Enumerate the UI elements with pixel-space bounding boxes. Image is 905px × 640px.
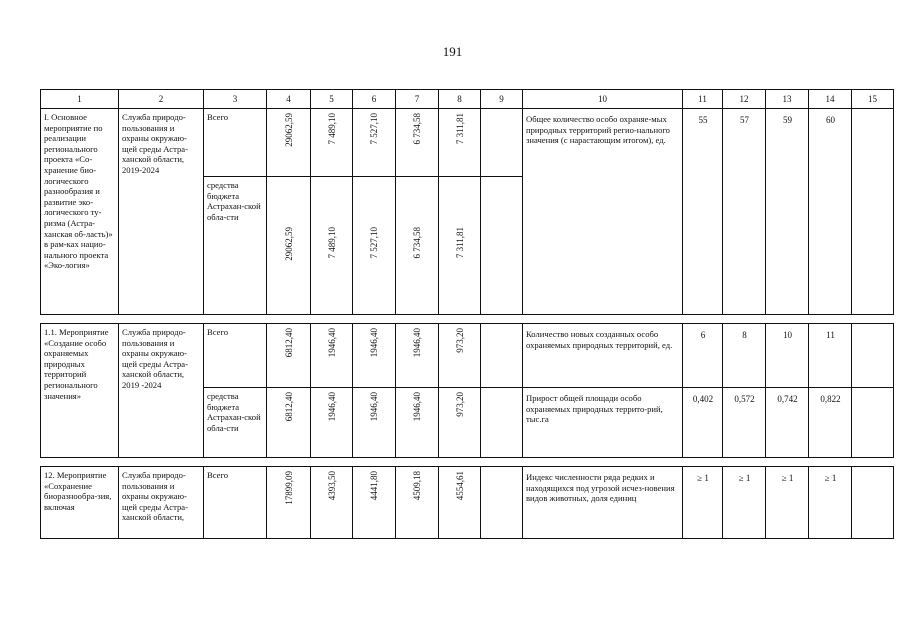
amount-cell: 4509,18 xyxy=(396,467,439,539)
activity-name: 1.1. Мероприятие «Создание особо охраняемых природных территорий регионального значения» xyxy=(41,324,119,458)
amount-cell: 4393,50 xyxy=(311,467,353,539)
indicator-value: ≥ 1 xyxy=(683,467,723,539)
amount-cell: 29062,59 xyxy=(267,177,311,315)
amount-cell: 4441,80 xyxy=(353,467,396,539)
amount-cell: 6812,40 xyxy=(267,324,311,388)
amount-cell: 7 311,81 xyxy=(439,109,481,177)
indicator-value xyxy=(852,109,894,315)
amount-cell: 4554,61 xyxy=(439,467,481,539)
indicator-name: Общее количество особо охраняе-мых природных территорий регио-нального значения (с нарастающим итогом), ед. xyxy=(523,109,683,315)
executor-cell: Служба природо-пользования и охраны окружаю-щей среды Астра-ханской области, 2019-2024 xyxy=(119,109,204,315)
program-table xyxy=(40,89,894,539)
column-number: 13 xyxy=(766,90,809,109)
indicator-value: ≥ 1 xyxy=(809,467,852,539)
funding-source: средства бюджета Астрахан-ской обла-сти xyxy=(204,177,267,315)
column-number-row xyxy=(41,90,894,109)
table-row xyxy=(41,467,894,539)
activity-name: 12. Мероприятие «Сохранение биоразнообра-зия, включая xyxy=(41,467,119,539)
column-number: 14 xyxy=(809,90,852,109)
activity-name: I. Основное мероприятие по реализации регионального проекта «Со-хранение био-логического разнообразия и развитие эко-логического ту-ризма (Астра-ханская об-ласть)» в рам-ках нацио-нального проекта «Эко-логия» xyxy=(41,109,119,315)
indicator-value: 11 xyxy=(809,324,852,388)
column-number: 9 xyxy=(481,90,523,109)
amount-cell: 1946,40 xyxy=(396,388,439,458)
funding-source: Всего xyxy=(204,467,267,539)
indicator-value: 8 xyxy=(723,324,766,388)
amount-cell: 1946,40 xyxy=(353,388,396,458)
amount-cell: 7 527,10 xyxy=(353,109,396,177)
executor-cell: Служба природо-пользования и охраны окружаю-щей среды Астра-ханской области, xyxy=(119,467,204,539)
indicator-value: ≥ 1 xyxy=(723,467,766,539)
indicator-value: 60 xyxy=(809,109,852,315)
column-number: 15 xyxy=(852,90,894,109)
indicator-value xyxy=(852,324,894,388)
indicator-value: 59 xyxy=(766,109,809,315)
amount-cell xyxy=(481,109,523,177)
column-number: 2 xyxy=(119,90,204,109)
table-row xyxy=(41,109,894,177)
executor-cell: Служба природо-пользования и охраны окружаю-щей среды Астра-ханской области, 2019 -2024 xyxy=(119,324,204,458)
column-number: 10 xyxy=(523,90,683,109)
amount-cell: 973,20 xyxy=(439,324,481,388)
column-number: 4 xyxy=(267,90,311,109)
block-gap xyxy=(41,315,894,324)
indicator-value: 0,572 xyxy=(723,388,766,458)
funding-source: средства бюджета Астрахан-ской обла-сти xyxy=(204,388,267,458)
amount-cell: 7 489,10 xyxy=(311,177,353,315)
indicator-value: 0,822 xyxy=(809,388,852,458)
amount-cell: 6 734,58 xyxy=(396,177,439,315)
indicator-value xyxy=(852,467,894,539)
indicator-value: 10 xyxy=(766,324,809,388)
amount-cell: 6812,40 xyxy=(267,388,311,458)
indicator-name: Количество новых созданных особо охраняемых природных территорий, ед. xyxy=(523,324,683,388)
amount-cell xyxy=(481,388,523,458)
amount-cell: 7 527,10 xyxy=(353,177,396,315)
indicator-value xyxy=(852,388,894,458)
indicator-value: 55 xyxy=(683,109,723,315)
column-number: 12 xyxy=(723,90,766,109)
amount-cell: 1946,40 xyxy=(353,324,396,388)
amount-cell: 6 734,58 xyxy=(396,109,439,177)
column-number: 3 xyxy=(204,90,267,109)
column-number: 11 xyxy=(683,90,723,109)
indicator-value: ≥ 1 xyxy=(766,467,809,539)
amount-cell: 1946,40 xyxy=(311,324,353,388)
funding-source: Всего xyxy=(204,324,267,388)
amount-cell: 1946,40 xyxy=(311,388,353,458)
column-number: 6 xyxy=(353,90,396,109)
column-number: 5 xyxy=(311,90,353,109)
table-row xyxy=(41,324,894,388)
indicator-name: Индекс численности ряда редких и находящихся под угрозой исчез-новения видов животных, доля единиц xyxy=(523,467,683,539)
block-gap xyxy=(41,458,894,467)
indicator-value: 0,742 xyxy=(766,388,809,458)
indicator-name: Прирост общей площади особо охраняемых природных террито-рий, тыс.га xyxy=(523,388,683,458)
column-number: 8 xyxy=(439,90,481,109)
amount-cell xyxy=(481,467,523,539)
amount-cell xyxy=(481,177,523,315)
amount-cell: 1946,40 xyxy=(396,324,439,388)
indicator-value: 57 xyxy=(723,109,766,315)
amount-cell: 973,20 xyxy=(439,388,481,458)
amount-cell: 7 311,81 xyxy=(439,177,481,315)
column-number: 7 xyxy=(396,90,439,109)
amount-cell xyxy=(481,324,523,388)
amount-cell: 29062,59 xyxy=(267,109,311,177)
indicator-value: 6 xyxy=(683,324,723,388)
amount-cell: 7 489,10 xyxy=(311,109,353,177)
indicator-value: 0,402 xyxy=(683,388,723,458)
funding-source: Всего xyxy=(204,109,267,177)
column-number: 1 xyxy=(41,90,119,109)
amount-cell: 17899,09 xyxy=(267,467,311,539)
page-number: 191 xyxy=(442,44,463,59)
